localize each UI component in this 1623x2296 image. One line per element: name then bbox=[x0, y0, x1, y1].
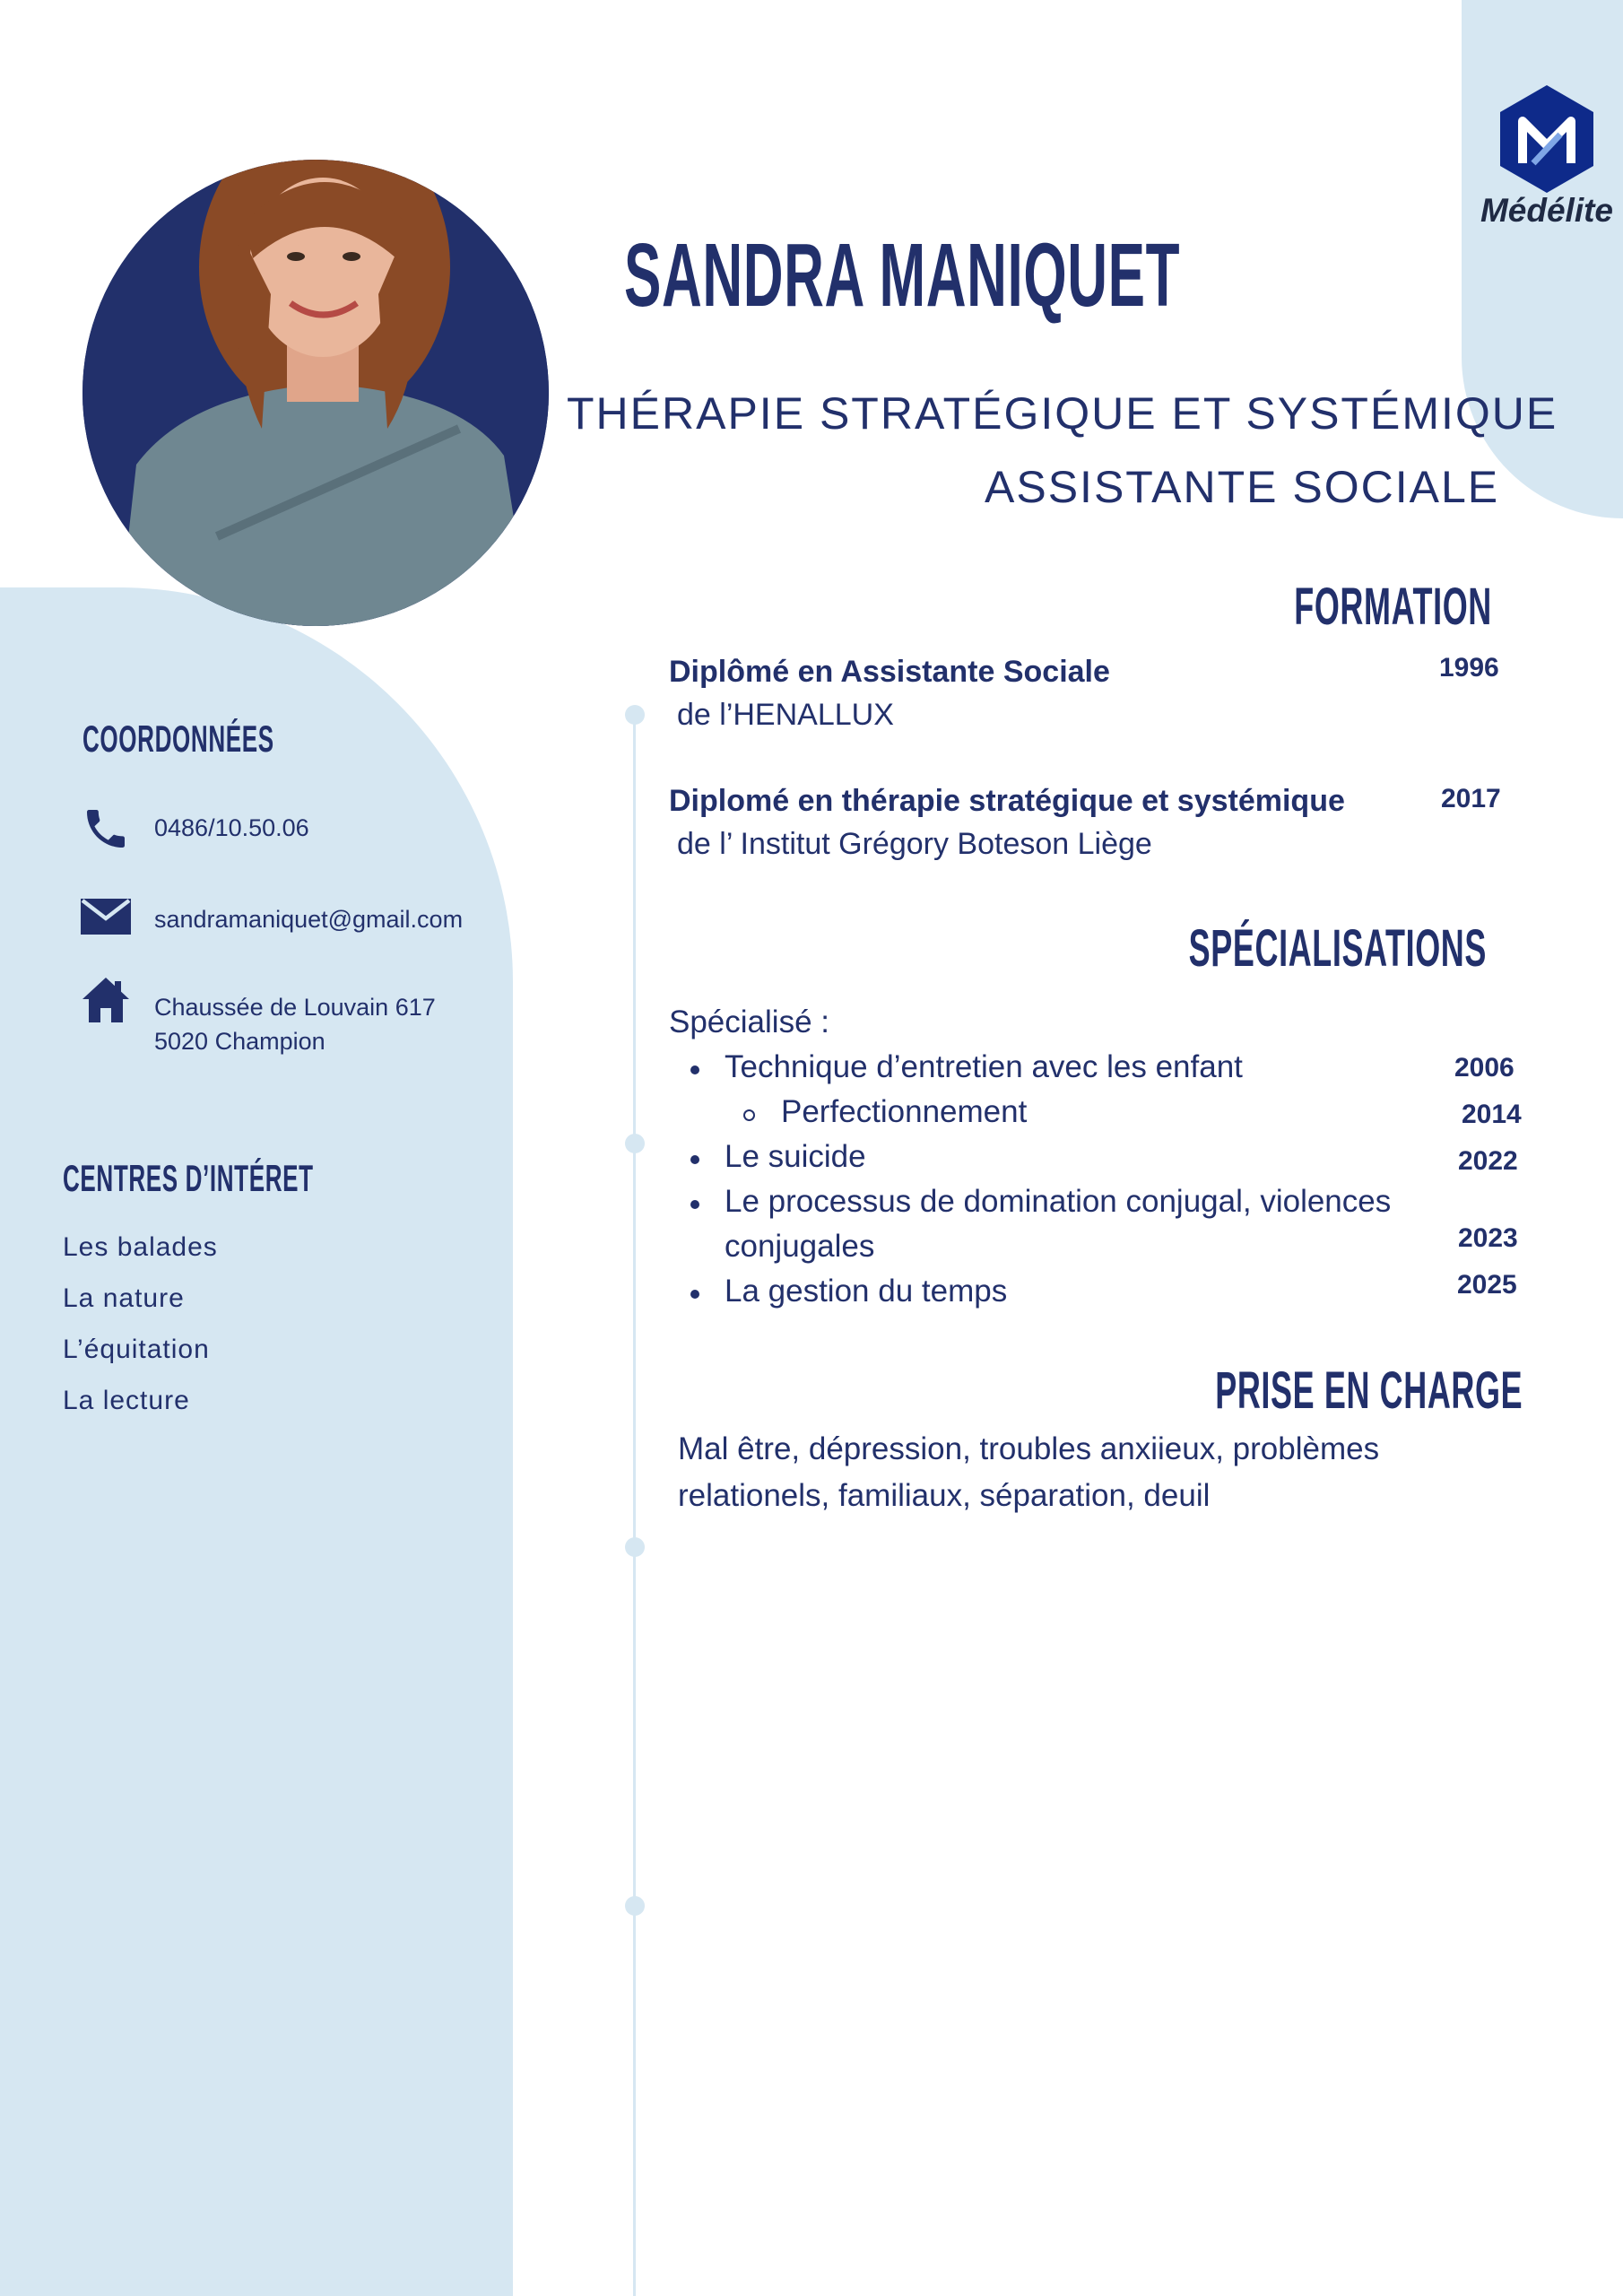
timeline-line bbox=[633, 709, 636, 2296]
specialisation-year: 2006 bbox=[1454, 1053, 1515, 1083]
specialisation-item: Technique d’entretien avec les enfant bbox=[725, 1049, 1243, 1084]
email-address: sandramaniquet@gmail.com bbox=[154, 906, 464, 933]
specialisations-intro: Spécialisé : bbox=[669, 1004, 829, 1039]
degree-institution: de l’HENALLUX bbox=[677, 698, 894, 732]
sub-bullet bbox=[743, 1109, 755, 1121]
interest-item: La nature bbox=[63, 1283, 185, 1313]
email-icon bbox=[81, 899, 131, 935]
logo-text: Médélite bbox=[1480, 192, 1614, 229]
specialisation-year: 2022 bbox=[1458, 1146, 1518, 1176]
brand-logo bbox=[1471, 81, 1623, 230]
interest-item: Les balades bbox=[63, 1232, 218, 1262]
address-line1: Chaussée de Louvain 617 bbox=[154, 994, 436, 1021]
job-title-line1: THÉRAPIE STRATÉGIQUE ET SYSTÉMIQUE bbox=[567, 388, 1558, 439]
bullet bbox=[690, 1155, 699, 1164]
timeline-dot bbox=[625, 1537, 645, 1557]
bullet bbox=[690, 1290, 699, 1299]
prise-en-charge-heading: PRISE EN CHARGE bbox=[1215, 1361, 1523, 1420]
degree-year: 2017 bbox=[1441, 784, 1501, 813]
formation-heading: FORMATION bbox=[1294, 578, 1492, 636]
job-title-line2: ASSISTANTE SOCIALE bbox=[985, 462, 1500, 512]
timeline-dot bbox=[625, 1896, 645, 1916]
coordonnees-heading: COORDONNÉES bbox=[82, 718, 274, 760]
interets-heading: CENTRES D’INTÉRET bbox=[63, 1157, 314, 1199]
timeline-dot bbox=[625, 1134, 645, 1153]
interest-item: La lecture bbox=[63, 1386, 190, 1415]
person-name: SANDRA MANIQUET bbox=[624, 225, 1181, 326]
degree-year: 1996 bbox=[1439, 653, 1499, 683]
phone-number: 0486/10.50.06 bbox=[154, 814, 309, 841]
specialisation-subitem: Perfectionnement bbox=[781, 1094, 1028, 1129]
bullet bbox=[690, 1200, 699, 1209]
specialisation-item: Le suicide bbox=[725, 1139, 866, 1174]
specialisation-item-continued: conjugales bbox=[725, 1229, 875, 1264]
specialisations-heading: SPÉCIALISATIONS bbox=[1188, 919, 1487, 978]
phone-icon bbox=[81, 804, 131, 854]
degree-institution: de l’ Institut Grégory Boteson Liège bbox=[677, 827, 1152, 861]
specialisation-item: Le processus de domination conjugal, violences bbox=[725, 1184, 1392, 1219]
left-column-background bbox=[0, 587, 513, 2296]
medelite-logo-icon bbox=[1471, 81, 1623, 197]
prise-en-charge-text-line1: Mal être, dépression, troubles anxiieux, problèmes bbox=[678, 1431, 1380, 1466]
specialisation-year: 2025 bbox=[1457, 1270, 1517, 1300]
home-icon bbox=[81, 976, 131, 1024]
specialisation-year: 2023 bbox=[1458, 1223, 1518, 1253]
timeline-dot bbox=[625, 705, 645, 725]
degree-title: Diplômé en Assistante Sociale bbox=[669, 655, 1110, 689]
interest-item: L’équitation bbox=[63, 1335, 210, 1364]
address-line2: 5020 Champion bbox=[154, 1028, 325, 1055]
bullet bbox=[690, 1065, 699, 1074]
corner-background bbox=[1462, 0, 1623, 518]
prise-en-charge-text-line2: relationels, familiaux, séparation, deuil bbox=[678, 1478, 1211, 1513]
specialisation-year: 2014 bbox=[1462, 1100, 1522, 1129]
degree-title: Diplomé en thérapie stratégique et systémique bbox=[669, 784, 1345, 818]
specialisation-item: La gestion du temps bbox=[725, 1274, 1008, 1309]
profile-photo bbox=[82, 160, 549, 626]
